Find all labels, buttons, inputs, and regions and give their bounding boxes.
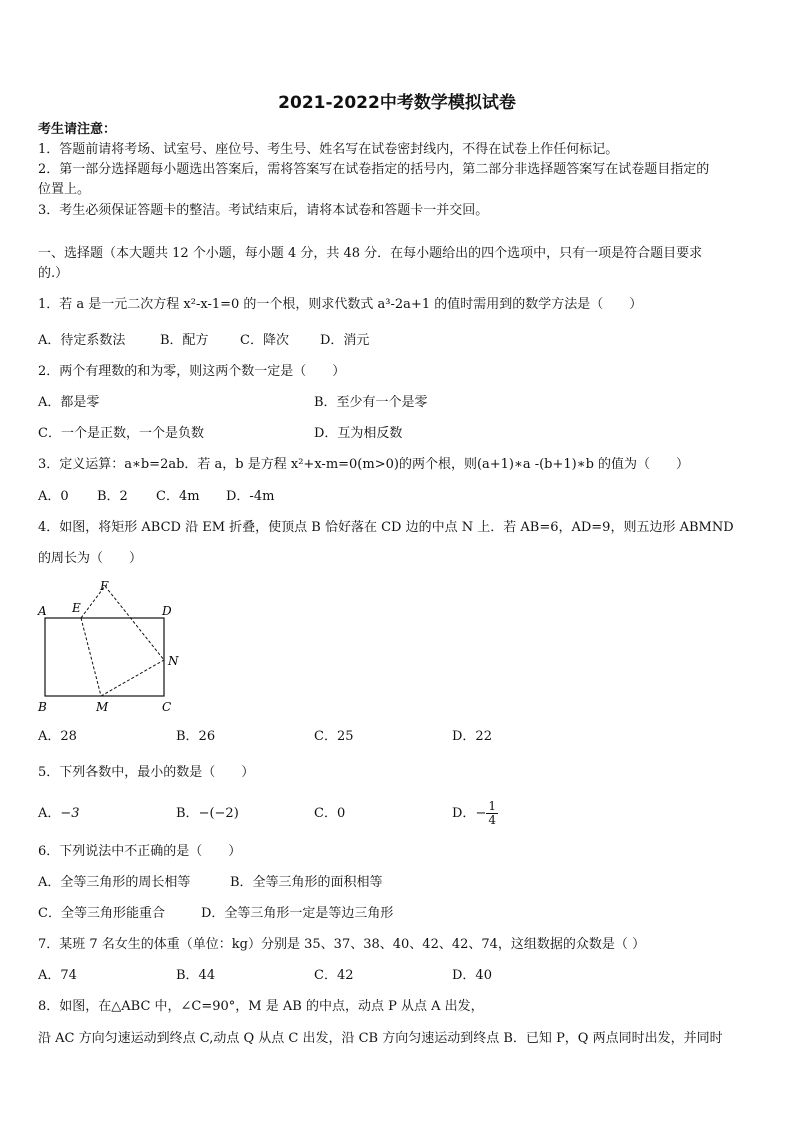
q3-option-a[interactable]: A．0	[38, 489, 69, 504]
q6-option-b[interactable]: B．全等三角形的面积相等	[230, 875, 383, 890]
question-6-stem: 6．下列说法中不正确的是（ ）	[38, 844, 242, 859]
q4-option-b[interactable]: B．26	[176, 729, 216, 744]
label-e: E	[72, 601, 81, 615]
page-title: 2021-2022中考数学模拟试卷	[278, 93, 516, 113]
q6-option-a[interactable]: A．全等三角形的周长相等	[38, 875, 191, 890]
q3-option-c[interactable]: C．4m	[156, 489, 200, 504]
label-f: F	[100, 579, 109, 593]
q6-option-c[interactable]: C．全等三角形能重合	[38, 906, 165, 921]
q4-option-a[interactable]: A．28	[38, 729, 77, 744]
fraction	[486, 800, 498, 827]
q5-option-b[interactable]	[176, 804, 239, 824]
question-8-stem-cont: 沿 AC 方向匀速运动到终点 C,动点 Q 从点 C 出发，沿 CB 方向匀速运动到终点 B．已知 P，Q 两点同时出发，并同时	[38, 1031, 723, 1046]
q3-option-b[interactable]: B．2	[97, 489, 128, 504]
question-8-stem: 8．如图，在△ABC 中，∠C=90°，M 是 AB 的中点，动点 P 从点 A 出发，	[38, 999, 484, 1014]
fold-line-em	[81, 618, 101, 696]
q5-option-a-label: A．	[38, 806, 61, 821]
label-b: B	[38, 700, 47, 714]
fold-line-mn	[101, 660, 164, 696]
q5-option-b-value: −(−2)	[198, 806, 239, 821]
fold-rectangle-figure	[30, 578, 200, 718]
q1-option-a[interactable]: A．待定系数法	[38, 333, 126, 348]
q7-option-c[interactable]: C．42	[314, 968, 354, 983]
q7-option-a[interactable]: A．74	[38, 968, 77, 983]
q5-option-a-value: −3	[60, 806, 80, 821]
q2-option-c[interactable]: C．一个是正数，一个是负数	[38, 426, 204, 441]
q1-option-d[interactable]: D．消元	[320, 333, 370, 348]
rectangle-abcd	[45, 618, 164, 696]
question-2-stem: 2．两个有理数的和为零，则这两个数一定是（ ）	[38, 364, 346, 379]
question-4-stem-cont: 的周长为（ ）	[38, 551, 143, 566]
q2-option-a[interactable]: A．都是零	[38, 395, 100, 410]
q7-option-d[interactable]: D．40	[452, 968, 492, 983]
question-4-stem: 4．如图，将矩形 ABCD 沿 EM 折叠，使顶点 B 恰好落在 CD 边的中点 N 上．若 AB=6，AD=9，则五边形 ABMND	[38, 520, 734, 535]
label-a: A	[38, 604, 47, 618]
q3-option-d[interactable]: D．-4m	[226, 489, 275, 504]
q2-option-b[interactable]: B．至少有一个是零	[314, 395, 428, 410]
fold-line-fn	[105, 586, 164, 660]
fraction-denominator: 4	[488, 813, 496, 827]
q6-option-d[interactable]: D．全等三角形一定是等边三角形	[201, 906, 394, 921]
q7-option-b[interactable]: B．44	[176, 968, 216, 983]
section-heading-cont: 的.）	[38, 266, 69, 281]
q4-option-d[interactable]: D．22	[452, 729, 492, 744]
question-7-stem: 7．某班 7 名女生的体重（单位：kg）分别是 35、37、38、40、42、42、74，这组数据的众数是（ ）	[38, 937, 646, 952]
q1-option-c[interactable]: C．降次	[240, 333, 289, 348]
q5-option-c[interactable]: C．0	[314, 806, 346, 821]
q5-option-d[interactable]	[452, 796, 498, 832]
fraction-numerator: 1	[488, 799, 496, 813]
question-1-stem: 1．若 a 是一元二次方程 x²-x-1=0 的一个根，则求代数式 a³-2a+1 的值时需用到的数学方法是（ ）	[38, 297, 643, 312]
q1-option-b[interactable]: B．配方	[160, 333, 209, 348]
label-d: D	[162, 604, 172, 618]
notice-item: 位置上。	[38, 182, 91, 197]
label-m: M	[96, 700, 109, 714]
question-5-stem: 5．下列各数中，最小的数是（ ）	[38, 765, 255, 780]
q5-option-a[interactable]	[38, 804, 80, 824]
q2-option-d[interactable]: D．互为相反数	[314, 426, 403, 441]
q5-option-d-label: D．	[452, 806, 476, 821]
label-n: N	[168, 654, 179, 668]
section-heading: 一、选择题（本大题共 12 个小题，每小题 4 分，共 48 分．在每小题给出的四个选项中，只有一项是符合题目要求	[38, 246, 703, 261]
notice-item: 3．考生必须保证答题卡的整洁。考试结束后，请将本试卷和答题卡一并交回。	[38, 203, 489, 218]
q4-option-c[interactable]: C．25	[314, 729, 354, 744]
label-c: C	[162, 700, 172, 714]
question-3-stem: 3．定义运算：a∗b=2ab．若 a，b 是方程 x²+x-m=0(m>0)的两个根，则(a+1)∗a -(b+1)∗b 的值为（ ）	[38, 457, 690, 472]
q5-option-b-label: B．	[176, 806, 199, 821]
q5-option-d-sign: −	[475, 806, 487, 821]
notice-item: 1．答题前请将考场、试室号、座位号、考生号、姓名写在试卷密封线内，不得在试卷上作任何标记。	[38, 142, 619, 157]
notice-heading: 考生请注意：	[38, 122, 117, 137]
notice-item: 2．第一部分选择题每小题选出答案后，需将答案写在试卷指定的括号内，第二部分非选择题答案写在试卷题目指定的	[38, 162, 710, 177]
